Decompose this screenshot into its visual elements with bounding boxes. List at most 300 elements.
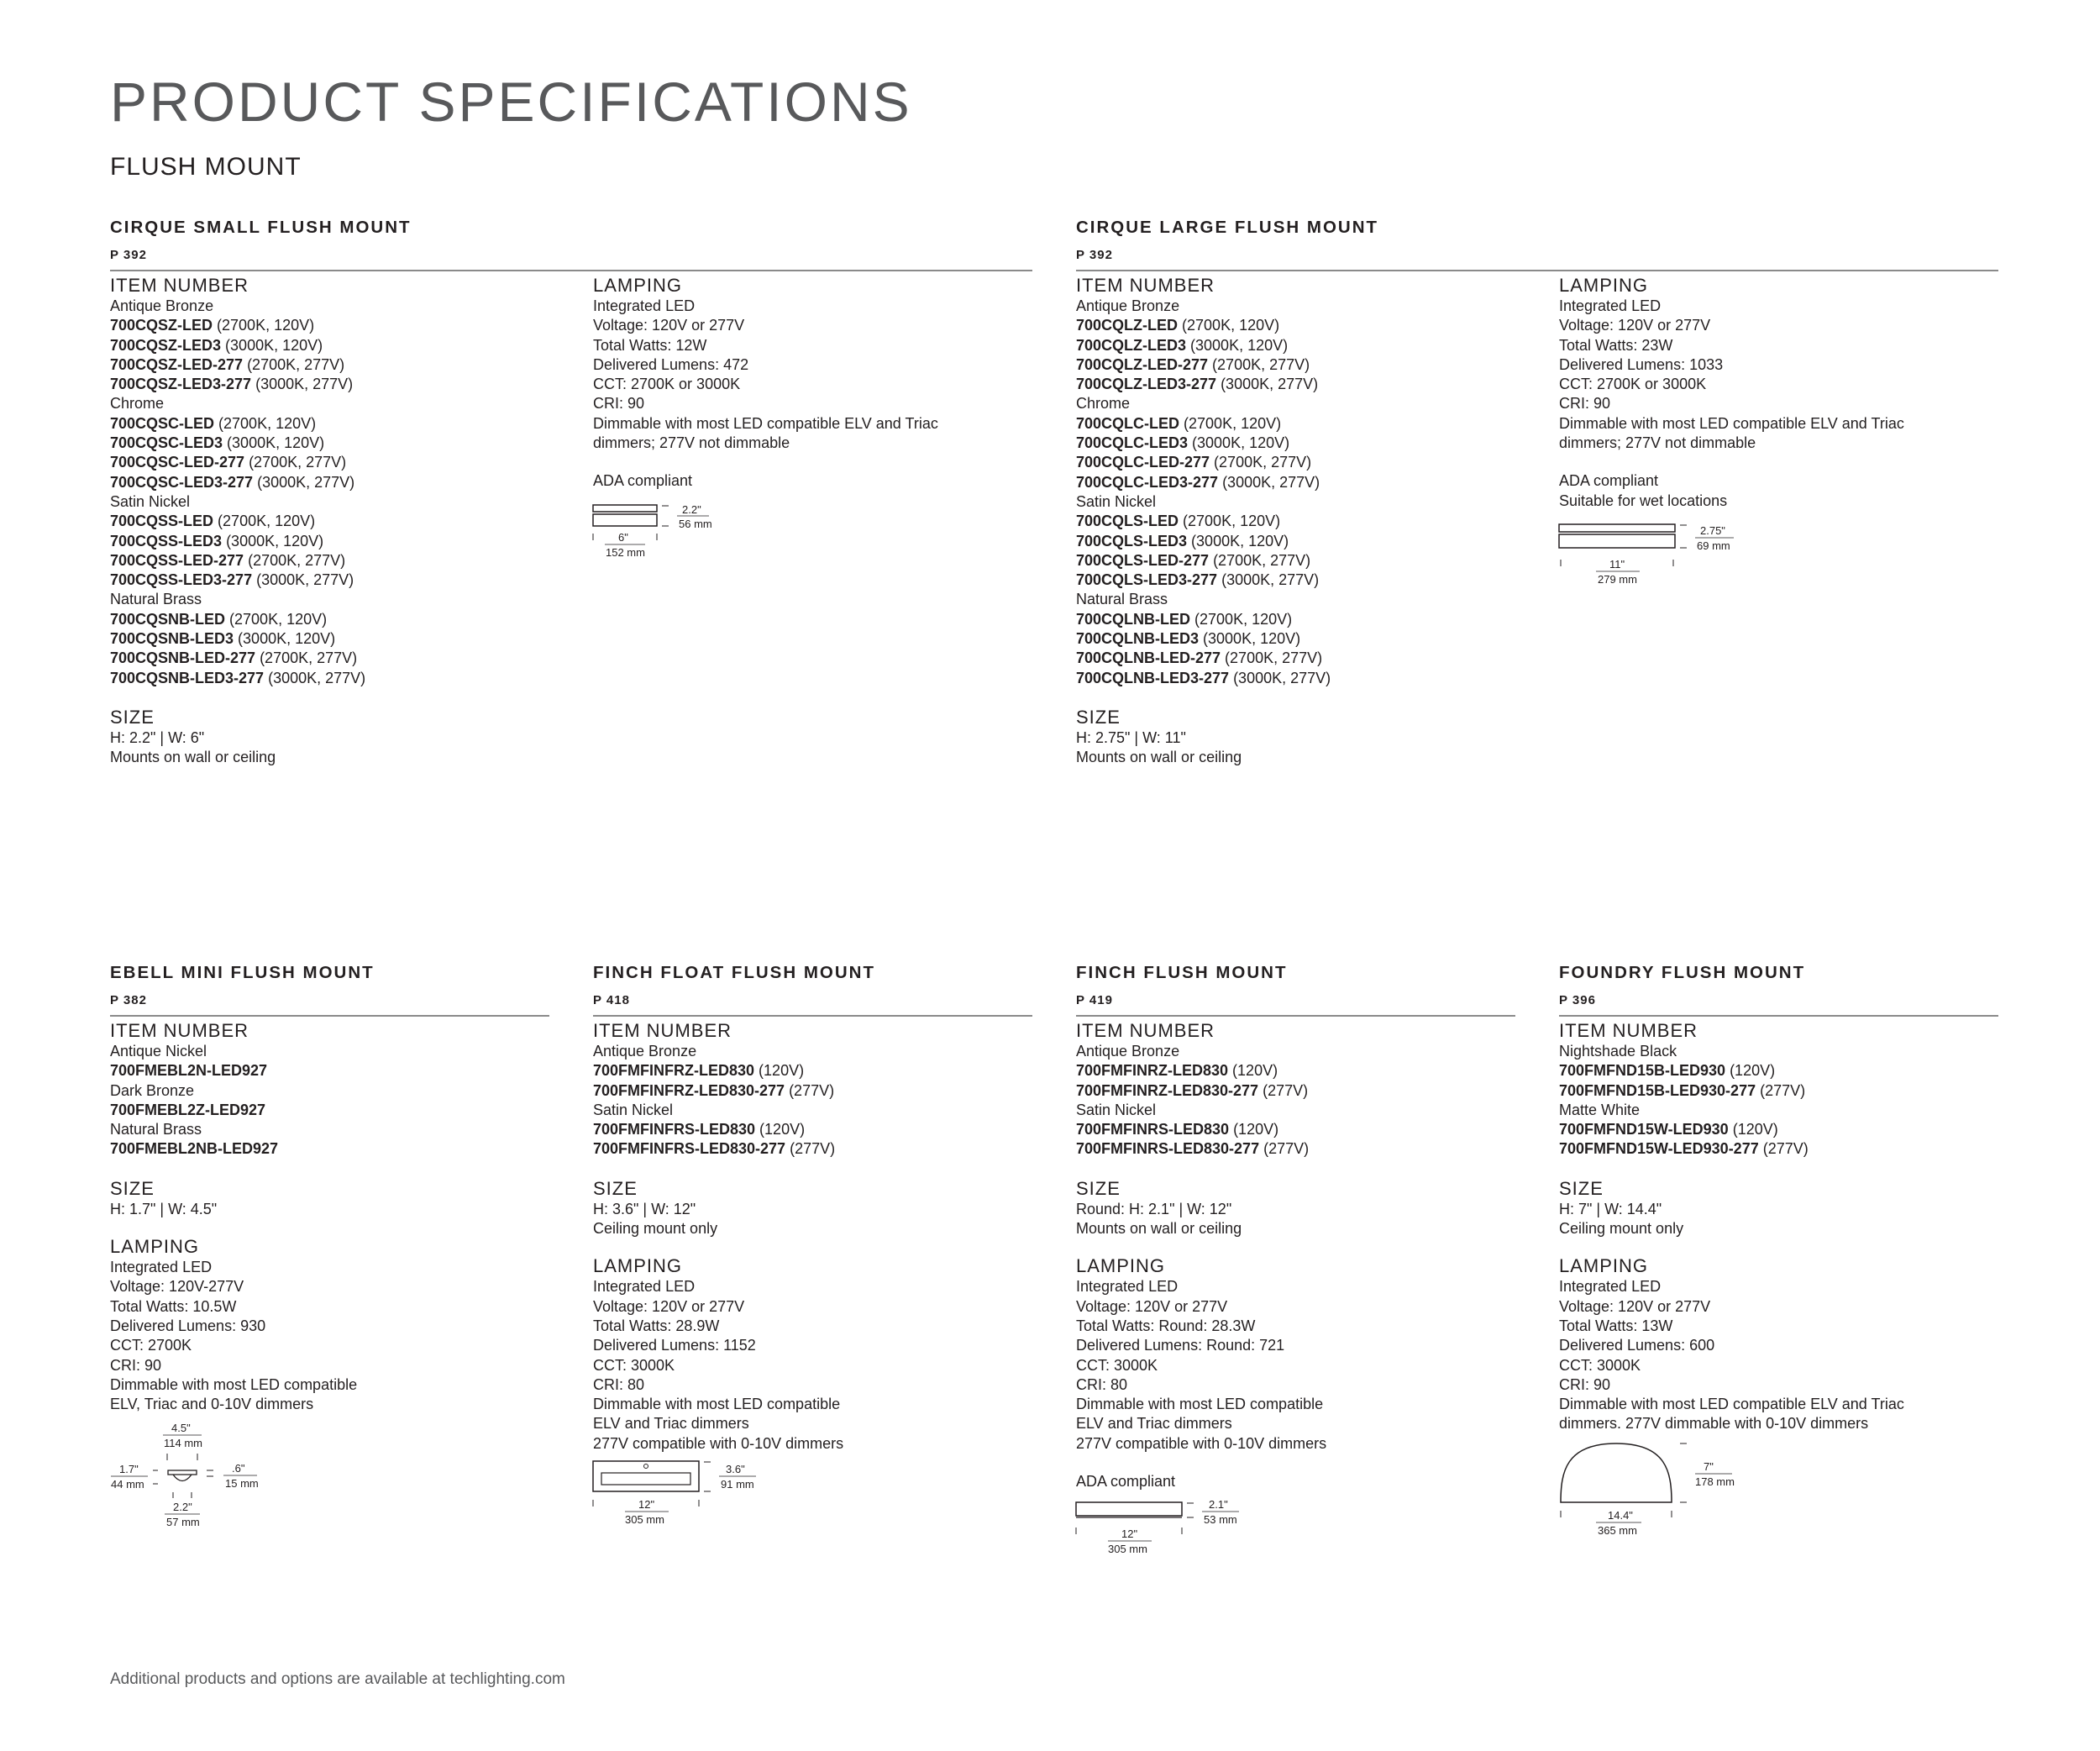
item-row [1076,473,1331,492]
item-list [110,1042,357,1159]
section-label: SIZE [593,1177,638,1199]
text-line: Total Watts: 23W [1559,336,1673,354]
item-spec: (2700K, 120V) [225,610,328,628]
text-line: ELV, Triac and 0-10V dimmers [110,1396,314,1413]
text-line: H: 2.75" | W: 11" [1076,728,1186,746]
item-code: 700CQSZ-LED-277 [110,355,244,373]
item-code: 700FMFINRZ-LED830 [1076,1062,1229,1080]
lamping-lines [593,297,938,453]
text-line: Integrated LED [1559,1278,1662,1296]
product-title: FINCH FLUSH MOUNT [1076,963,1288,982]
text-line: Dimmable with most LED compatible [593,1396,841,1413]
item-code: 700CQLZ-LED3 [1076,336,1187,354]
product-title: EBELL MINI FLUSH MOUNT [110,963,375,982]
dim-height-mm: 91 mm [721,1478,754,1491]
lamping-lines [1076,1277,1326,1454]
lamping-lines [1559,297,1904,453]
divider [1076,270,1998,271]
text-line: Voltage: 120V or 277V [1559,317,1711,334]
section-label: ITEM NUMBER [110,275,249,296]
dim-width: 4.5" [171,1422,191,1434]
item-row [110,571,365,590]
text-line: Voltage: 120V or 277V [593,317,745,334]
text-line: Dimmable with most LED compatible ELV and Triac [593,414,938,432]
text-line: Total Watts: 12W [593,336,707,354]
size-lines [110,728,365,768]
finish-list [1076,297,1331,688]
item-spec: (2700K, 277V) [1208,355,1310,373]
item-spec: (2700K, 277V) [1209,551,1311,569]
dimension-diagram-cirque-large [1557,521,1759,592]
item-spec: (2700K, 277V) [255,649,358,667]
text-line: ADA compliant [593,472,693,490]
item-code: 700CQLC-LED-277 [1076,454,1210,471]
item-spec: (120V) [754,1062,805,1080]
item-code: 700CQSC-LED [110,414,215,432]
item-spec: (277V) [1756,1081,1806,1099]
size-lines [110,1200,357,1219]
finch-float-details [593,1020,843,1454]
item-code: 700CQSS-LED-277 [110,551,244,569]
item-row [1076,532,1331,551]
product-header-cirque-large [1076,219,1998,271]
dim-width-mm: 152 mm [606,546,645,559]
section-label: SIZE [110,1177,155,1199]
item-row [110,1101,357,1120]
product-header-finch-float [593,965,1032,1017]
item-code: 700FMFINRZ-LED830-277 [1076,1081,1259,1099]
dimension-diagram-finch-float [591,1458,776,1538]
text-line: Voltage: 120V-277V [110,1278,244,1296]
dim-width: 12" [638,1498,655,1511]
item-spec: (2700K, 120V) [1179,414,1282,432]
dim-height: 1.7" [119,1463,139,1475]
finish-list [110,297,365,688]
dim-height: 2.2" [682,503,701,516]
item-code: 700CQLNB-LED3 [1076,630,1200,648]
lamping-lines [110,1258,357,1414]
item-code: 700CQLNB-LED [1076,610,1191,628]
text-line: ADA compliant [1076,1473,1176,1491]
text-line: Total Watts: 28.9W [593,1317,720,1334]
section-label: ITEM NUMBER [593,1020,732,1041]
text-line: CCT: 2700K [110,1337,192,1354]
finish-label: Nightshade Black [1559,1043,1677,1060]
item-code: 700CQLS-LED [1076,513,1179,530]
item-code: 700CQSS-LED3 [110,532,223,549]
divider [1559,1015,1998,1017]
item-spec: (2700K, 120V) [1178,317,1280,334]
item-spec: (3000K, 120V) [1186,336,1289,354]
section-label: LAMPING [1559,275,1649,296]
item-row [1076,1139,1326,1159]
finish-label: Natural Brass [110,1121,202,1138]
item-row [110,610,365,629]
notes-lines [1076,1472,1326,1491]
notes-lines [1559,471,1904,511]
text-line: Delivered Lumens: 472 [593,355,749,373]
text-line: dimmers; 277V not dimmable [593,434,790,452]
section-label: SIZE [1076,1177,1121,1199]
item-spec: (120V) [1725,1062,1776,1080]
finish-name [1559,1101,1904,1120]
finish-name: Natural Brass [110,591,202,608]
dim-height-mm: 178 mm [1695,1475,1735,1488]
item-row [1076,316,1331,335]
notes-lines [593,471,938,491]
item-code: 700FMEBL2Z-LED927 [110,1101,266,1118]
text-line: H: 1.7" | W: 4.5" [110,1200,218,1217]
item-row [1076,629,1331,649]
text-line: Suitable for wet locations [1559,492,1728,509]
item-row [110,316,365,335]
text-line: Voltage: 120V or 277V [1076,1297,1228,1315]
item-code: 700FMEBL2N-LED927 [110,1062,268,1080]
item-row [1559,1061,1904,1081]
product-page-ref: P 418 [593,992,630,1007]
finish-name [593,1042,843,1061]
item-row [1076,336,1331,355]
item-code: 700CQSS-LED [110,513,214,530]
text-line: Voltage: 120V or 277V [1559,1297,1711,1315]
item-spec: (277V) [1258,1081,1309,1099]
item-code: 700FMFND15B-LED930 [1559,1062,1726,1080]
dimension-diagram-ebell-mini [106,1420,274,1538]
product-header-finch [1076,965,1515,1017]
item-code: 700CQLS-LED3-277 [1076,571,1218,589]
finish-name: Natural Brass [1076,591,1168,608]
item-spec: (2700K, 277V) [244,454,347,471]
item-spec: (3000K, 277V) [1218,473,1320,491]
finish-label: Satin Nickel [593,1101,674,1118]
item-code: 700CQSNB-LED-277 [110,649,256,667]
item-row [1076,355,1331,375]
item-spec: (2700K, 277V) [244,551,346,569]
item-spec: (277V) [785,1140,836,1158]
finish-name: Satin Nickel [110,492,191,510]
item-spec: (3000K, 120V) [1199,630,1301,648]
text-line: CCT: 2700K or 3000K [1559,376,1707,393]
product-title: FINCH FLOAT FLUSH MOUNT [593,963,875,982]
item-code: 700FMFINFRZ-LED830-277 [593,1081,785,1099]
text-line: CRI: 80 [593,1375,645,1393]
text-line: dimmers; 277V not dimmable [1559,434,1756,452]
text-line: CRI: 90 [1559,1375,1611,1393]
item-code: 700CQLC-LED3-277 [1076,473,1219,491]
size-lines [593,1200,843,1239]
item-spec: (3000K, 277V) [252,571,354,589]
text-line: Integrated LED [593,297,696,314]
item-row [1559,1139,1904,1159]
dim-depth: .6" [232,1462,245,1475]
item-row [110,473,365,492]
item-row [593,1081,843,1101]
item-row [1076,551,1331,571]
text-line: Dimmable with most LED compatible ELV and Triac [1559,414,1904,432]
item-code: 700CQLS-LED-277 [1076,551,1210,569]
finish-name [1076,1101,1326,1120]
dim-width-mm: 305 mm [625,1513,664,1526]
item-code: 700FMEBL2NB-LED927 [110,1140,279,1158]
item-spec: (120V) [755,1121,806,1138]
text-line: Mounts on wall or ceiling [1076,1220,1242,1238]
lamping-lines [1559,1277,1904,1433]
item-code: 700FMFND15W-LED930 [1559,1121,1729,1138]
finch-details [1076,1020,1326,1491]
item-row [1076,453,1331,472]
dim-width: 6" [618,531,628,544]
text-line: ADA compliant [1559,472,1659,490]
item-list [593,1042,843,1159]
dim-width: 11" [1609,558,1625,571]
section-label: LAMPING [1076,1255,1166,1277]
dim-width-mm: 365 mm [1598,1524,1637,1535]
item-row [110,453,365,472]
product-page-ref: P 392 [110,247,147,262]
finish-label: Satin Nickel [1076,1101,1157,1118]
dim-width: 14.4" [1608,1509,1633,1522]
text-line: Dimmable with most LED compatible ELV and Triac [1559,1396,1904,1413]
text-line: Total Watts: 10.5W [110,1297,237,1315]
item-row [593,1139,843,1159]
finish-name [1076,1042,1326,1061]
dim-width-mm: 114 mm [164,1437,202,1449]
item-spec: (2700K, 277V) [1210,454,1312,471]
text-line: 277V compatible with 0-10V dimmers [1076,1434,1327,1452]
text-line: Delivered Lumens: Round: 721 [1076,1337,1285,1354]
item-spec: (277V) [1259,1140,1310,1158]
item-code: 700CQLNB-LED3-277 [1076,669,1230,686]
item-spec: (277V) [785,1081,835,1099]
text-line: Voltage: 120V or 277V [593,1297,745,1315]
section-label: ITEM NUMBER [1559,1020,1698,1041]
section-label: LAMPING [593,275,683,296]
item-spec: (277V) [1758,1140,1809,1158]
item-row [110,414,365,434]
text-line: 277V compatible with 0-10V dimmers [593,1434,844,1452]
item-row [110,375,365,394]
item-spec: (3000K, 277V) [253,473,355,491]
text-line: CCT: 3000K [593,1356,675,1374]
divider [110,1015,549,1017]
section-label: ITEM NUMBER [1076,275,1215,296]
product-title: FOUNDRY FLUSH MOUNT [1559,963,1806,982]
dim-depth-mm: 15 mm [225,1477,259,1490]
text-line: CCT: 3000K [1076,1356,1158,1374]
product-page-ref: P 392 [1076,247,1113,262]
item-code: 700CQLNB-LED-277 [1076,649,1221,667]
item-spec: (120V) [1728,1121,1778,1138]
finish-name: Antique Bronze [110,297,214,314]
text-line: CRI: 90 [1559,395,1611,413]
item-spec: (2700K, 120V) [213,513,316,530]
dim-height: 2.1" [1209,1499,1228,1511]
text-line: Integrated LED [1559,297,1662,314]
text-line: CRI: 80 [1076,1375,1128,1393]
size-lines [1076,1200,1326,1239]
page-title: PRODUCT SPECIFICATIONS [110,71,912,133]
text-line: Round: H: 2.1" | W: 12" [1076,1200,1232,1217]
item-row [1559,1120,1904,1139]
item-spec: (2700K, 277V) [1221,649,1323,667]
divider [1076,1015,1515,1017]
item-code: 700CQLC-LED3 [1076,434,1189,452]
finish-name [110,1042,357,1061]
text-line: Mounts on wall or ceiling [1076,749,1242,766]
item-spec: (3000K, 120V) [222,532,324,549]
item-code: 700CQSC-LED3 [110,434,223,452]
finish-name: Satin Nickel [1076,492,1157,510]
lamping-section [593,275,938,492]
item-spec: (3000K, 120V) [234,630,336,648]
size-lines [1076,728,1331,768]
item-row [110,649,365,668]
dim-height-mm: 69 mm [1697,539,1730,552]
item-row [110,355,365,375]
text-line: dimmers. 277V dimmable with 0-10V dimmers [1559,1415,1869,1433]
item-list [1559,1042,1904,1159]
item-code: 700FMFINRS-LED830 [1076,1121,1230,1138]
section-label: LAMPING [110,1236,200,1258]
finish-label: Antique Nickel [110,1043,207,1060]
item-code: 700FMFINFRS-LED830 [593,1121,756,1138]
item-row [110,1139,357,1159]
item-code: 700FMFND15B-LED930-277 [1559,1081,1756,1099]
text-line: Dimmable with most LED compatible [1076,1396,1324,1413]
item-code: 700CQSC-LED3-277 [110,473,254,491]
text-line: Total Watts: 13W [1559,1317,1673,1334]
product-header-foundry [1559,965,1998,1017]
dim-base: 2.2" [173,1501,192,1513]
section-label: LAMPING [1559,1255,1649,1277]
product-title: CIRQUE LARGE FLUSH MOUNT [1076,218,1379,237]
item-row [1076,375,1331,394]
item-row [110,551,365,571]
item-spec: (3000K, 277V) [264,669,366,686]
item-spec: (3000K, 277V) [1217,571,1320,589]
item-code: 700CQLZ-LED-277 [1076,355,1209,373]
item-code: 700CQSZ-LED [110,317,213,334]
product-page-ref: P 396 [1559,992,1596,1007]
item-spec: (2700K, 120V) [1190,610,1293,628]
page-subtitle: FLUSH MOUNT [110,153,302,181]
text-line: Delivered Lumens: 600 [1559,1337,1715,1354]
item-row [110,532,365,551]
dimension-diagram-cirque-small [591,502,759,573]
item-code: 700CQSNB-LED3 [110,630,234,648]
item-row [1076,669,1331,688]
text-line: CRI: 90 [593,395,645,413]
text-line: Ceiling mount only [593,1220,718,1238]
item-spec: (3000K, 277V) [251,376,354,393]
item-code: 700CQLZ-LED3-277 [1076,376,1217,393]
ebell-mini-details [110,1020,357,1414]
dim-width: 12" [1121,1528,1138,1540]
item-code: 700FMFINRS-LED830-277 [1076,1140,1260,1158]
text-line: Integrated LED [1076,1278,1179,1296]
product-page-ref: P 382 [110,992,147,1007]
item-number-section [1076,275,1331,768]
item-code: 700CQSZ-LED3 [110,336,222,354]
dim-width-mm: 305 mm [1108,1543,1147,1555]
item-number-section [110,275,365,768]
item-row [110,512,365,531]
finish-name: Antique Bronze [1076,297,1180,314]
item-code: 700CQSC-LED-277 [110,454,245,471]
item-spec: (3000K, 120V) [221,336,323,354]
item-row [593,1120,843,1139]
item-code: 700CQSS-LED3-277 [110,571,253,589]
item-row [1076,414,1331,434]
finish-name [1559,1042,1904,1061]
item-spec: (2700K, 120V) [214,414,317,432]
item-code: 700CQSZ-LED3-277 [110,376,252,393]
footer-note: Additional products and options are available at techlighting.com [110,1670,565,1688]
item-spec: (3000K, 120V) [1188,434,1290,452]
item-code: 700CQLC-LED [1076,414,1180,432]
dim-height: 7" [1704,1460,1714,1473]
finish-label: Antique Bronze [1076,1043,1180,1060]
text-line: H: 3.6" | W: 12" [593,1200,696,1217]
product-header-ebell-mini [110,965,549,1017]
finish-label: Antique Bronze [593,1043,697,1060]
item-code: 700CQSNB-LED3-277 [110,669,265,686]
item-code: 700FMFINFRS-LED830-277 [593,1140,786,1158]
item-row [110,669,365,688]
finish-name [110,1120,357,1139]
item-row [1076,610,1331,629]
foundry-details [1559,1020,1904,1434]
item-row [110,336,365,355]
item-row [110,1061,357,1081]
item-row [1559,1081,1904,1101]
item-row [1076,571,1331,590]
section-label: SIZE [1559,1177,1604,1199]
item-row [593,1061,843,1081]
item-list [1076,1042,1326,1159]
text-line: CRI: 90 [110,1356,162,1374]
item-spec: (3000K, 120V) [1187,532,1289,549]
section-label: SIZE [110,706,155,728]
dimension-diagram-finch [1074,1499,1259,1570]
finish-name: Chrome [1076,395,1131,413]
item-row [1076,434,1331,453]
item-code: 700CQLS-LED3 [1076,532,1188,549]
text-line: ELV and Triac dimmers [1076,1415,1232,1433]
finish-name [593,1101,843,1120]
section-label: ITEM NUMBER [110,1020,249,1041]
text-line: Dimmable with most LED compatible [110,1375,358,1393]
text-line: Integrated LED [110,1259,213,1276]
item-row [1076,1061,1326,1081]
text-line: CCT: 2700K or 3000K [593,376,741,393]
divider [593,1015,1032,1017]
dim-base-mm: 57 mm [166,1516,200,1528]
section-label: LAMPING [593,1255,683,1277]
item-spec: (3000K, 277V) [1229,669,1331,686]
item-code: 700CQLZ-LED [1076,317,1179,334]
text-line: CCT: 3000K [1559,1356,1641,1374]
text-line: Mounts on wall or ceiling [110,749,276,766]
section-label: SIZE [1076,706,1121,728]
divider [110,270,1032,271]
text-line: ELV and Triac dimmers [593,1415,749,1433]
finish-name: Chrome [110,395,165,413]
item-spec: (2700K, 120V) [1179,513,1281,530]
text-line: H: 2.2" | W: 6" [110,728,205,746]
item-row [1076,1120,1326,1139]
item-row [110,434,365,453]
